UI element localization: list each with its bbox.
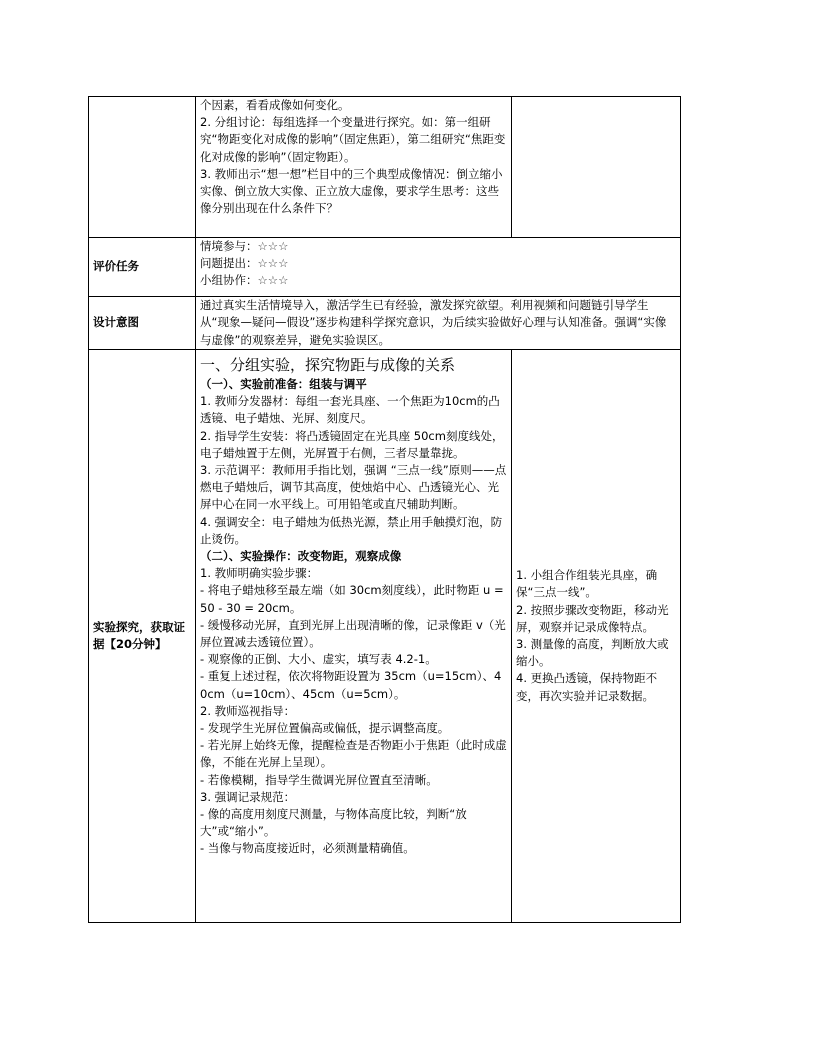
- op-line-8: - 若像模糊，指导学生微调光屏位置直至清晰。: [200, 772, 438, 787]
- prep-line-1: 2. 指导学生安装：将凸透镜固定在光具座 50cm刻度线处，电子蜡烛置于左侧，光屏置于右侧，三者尽量靠拢。: [200, 428, 504, 460]
- op-line-3: - 观察像的正倒、大小、虚实，填写表 4.2-1。: [200, 652, 437, 667]
- op-line-2: - 缓慢移动光屏，直到光屏上出现清晰的像，记录像距 v（光屏位置减去透镜位置）。: [200, 617, 506, 650]
- student-line-2: 3. 测量像的高度，判断放大或缩小。: [516, 637, 669, 669]
- op-line-7: - 若光屏上始终无像，提醒检查是否物距小于焦距（此时成虚像，不能在光屏上呈现）。: [200, 738, 507, 770]
- prep-line-0: 1. 教师分发器材：每组一套光具座、一个焦距为10cm的凸透镜、电子蜡烛、光屏、刻度尺。: [200, 394, 500, 426]
- star-rating-icon: ☆☆☆: [257, 256, 289, 271]
- experiment-label: 实验探究，获取证据【20分钟】: [89, 350, 196, 923]
- op-line-1: - 将电子蜡烛移至最左端（如 30cm刻度线），此时物距 u = 50 - 30 = 20cm。: [200, 583, 504, 615]
- evaluation-label: 评价任务: [89, 238, 196, 297]
- evaluation-item: [200, 255, 676, 272]
- op-line-9: 3. 强调记录规范：: [200, 789, 296, 804]
- op-line-4: - 重复上述过程，依次将物距设置为 35cm（u=15cm）、40cm（u=10cm）、45cm（u=5cm）。: [200, 669, 502, 701]
- evaluation-content-cell: [196, 238, 681, 297]
- evaluation-item-name: 小组协作：: [200, 273, 258, 288]
- evaluation-item: [200, 272, 676, 289]
- row1-student-activity-cell: [512, 97, 681, 238]
- section-title: 一、分组实验，探究物距与成像的关系: [200, 356, 456, 374]
- row1-teacher-activity-cell: [196, 97, 512, 238]
- op-line-11: - 当像与物高度接近时，必须测量精确值。: [200, 841, 415, 856]
- table-row-evaluation: [89, 238, 681, 297]
- student-line-0: 1. 小组合作组装光具座，确保“三点一线”。: [516, 568, 658, 600]
- table-row-continued-activity: [89, 97, 681, 238]
- prep-line-3: 4. 强调安全：电子蜡烛为低热光源，禁止用手触摸灯泡，防止烫伤。: [200, 514, 503, 546]
- design-intent-text: 通过真实生活情境导入，激活学生已有经验，激发探究欲望。利用视频和问题链引导学生从“现象—疑问—假设”逐步构建科学探究意识，为后续实验做好心理与认知准备。强调“实像与虚像”的观察差异，避免实验误区。: [196, 297, 681, 350]
- op-line-5: 2. 教师巡视指导：: [200, 703, 296, 718]
- student-line-3: 4. 更换凸透镜，保持物距不变，再次实验并记录数据。: [516, 671, 658, 703]
- star-rating-icon: ☆☆☆: [257, 239, 289, 253]
- evaluation-item-name: 问题提出：: [200, 256, 258, 271]
- evaluation-item-name: 情境参与：: [200, 239, 258, 253]
- row1-label-cell: [89, 97, 196, 238]
- experiment-teacher-cell: [196, 350, 512, 923]
- row1-line-0: 个因素，看看成像如何变化。: [200, 98, 350, 112]
- student-line-1: 2. 按照步骤改变物距，移动光屏，观察并记录成像特点。: [516, 602, 669, 634]
- table-row-design-intent: [89, 297, 681, 350]
- star-rating-icon: ☆☆☆: [257, 273, 289, 288]
- row1-line-1: 2. 分组讨论：每组选择一个变量进行探究。如：第一组研究“物距变化对成像的影响”（固定焦距），第二组研究“焦距变化对成像的影响”（固定物距）。: [200, 115, 506, 164]
- evaluation-item: [200, 238, 676, 255]
- prep-line-2: 3. 示范调平：教师用手指比划，强调 “三点一线”原则——点燃电子蜡烛后，调节其高度，使烛焰中心、凸透镜光心、光屏中心在同一水平线上。可用铅笔或直尺辅助判断。: [200, 463, 507, 512]
- design-intent-label: 设计意图: [89, 297, 196, 350]
- row1-line-2: 3. 教师出示“想一想”栏目中的三个典型成像情况：倒立缩小实像、倒立放大实像、正立放大虚像，要求学生思考：这些像分别出现在什么条件下？: [200, 166, 503, 216]
- op-line-6: - 发现学生光屏位置偏高或偏低，提示调整高度。: [200, 721, 450, 736]
- subsection-operation-title: （二）、实验操作：改变物距，观察成像: [200, 549, 402, 564]
- op-line-10: - 像的高度用刻度尺测量，与物体高度比较，判断“放大”或“缩小”。: [200, 807, 467, 839]
- lesson-plan-table: [88, 96, 681, 923]
- op-line-0: 1. 教师明确实验步骤：: [200, 566, 319, 581]
- table-row-experiment: [89, 350, 681, 923]
- subsection-prep-title: （一）、实验前准备：组装与调平: [200, 377, 367, 391]
- experiment-student-cell: [512, 350, 681, 923]
